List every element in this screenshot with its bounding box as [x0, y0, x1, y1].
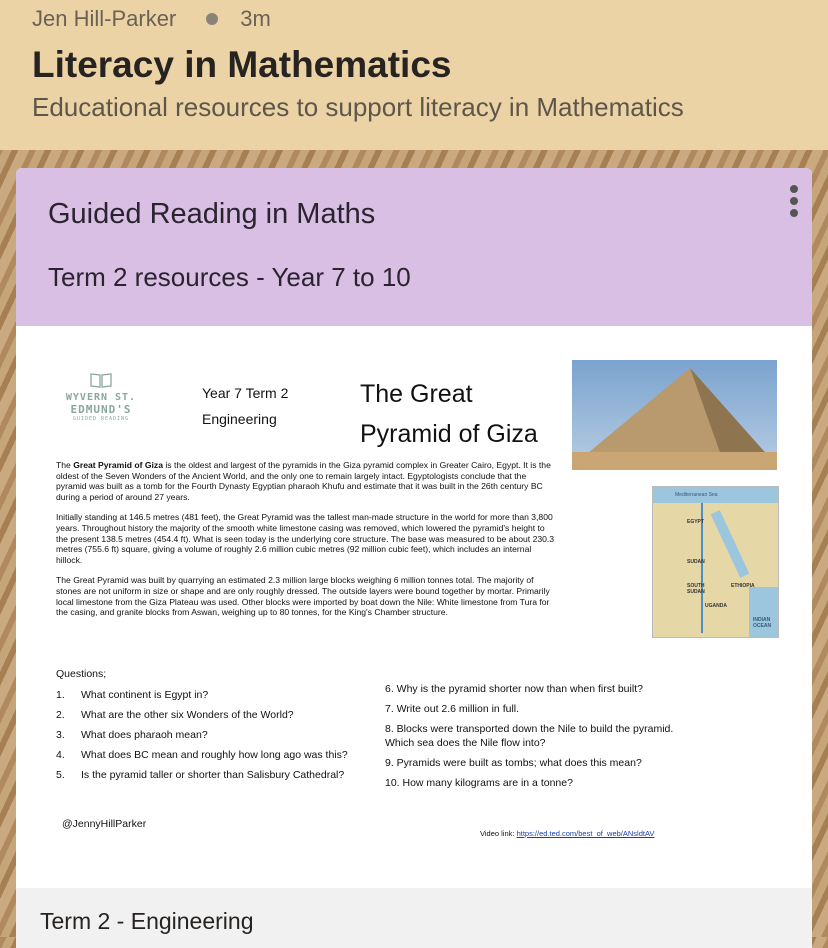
- resource-card[interactable]: [16, 168, 812, 948]
- question-item: 5. Is the pyramid taller or shorter than Salisbury Cathedral?: [56, 769, 345, 781]
- question-item: 6. Why is the pyramid shorter now than when first built?: [385, 683, 643, 695]
- video-label: Video link:: [480, 829, 517, 838]
- question-item: 9. Pyramids were built as tombs; what does this mean?: [385, 757, 642, 769]
- paragraph-1: The Great Pyramid of Giza is the oldest and largest of the pyramids in the Giza pyramid complex in Greater Cairo, Egypt. It is the oldest of the Seven Wonders of the Ancient World, and the only one to remain largely intact. Egyptologists conclude that the pyramid was built as a tomb for the Fourth Dynasty Egyptian pharaoh Khufu and estimate that it was built in the 26th century BC during a period of around 27 years.: [56, 460, 551, 502]
- year-term: Year 7 Term 2: [202, 385, 289, 401]
- post-header: [0, 0, 828, 150]
- post-time: 3m: [240, 6, 271, 31]
- page-title: Literacy in Mathematics: [32, 44, 452, 85]
- card-header: [16, 168, 812, 326]
- question-item: 7. Write out 2.6 million in full.: [385, 703, 520, 715]
- pyramid-photo: [572, 360, 777, 470]
- map-label-egypt: EGYPT: [687, 519, 704, 525]
- map-label-uganda: UGANDA: [705, 603, 727, 609]
- map-label-ethiopia: ETHIOPIA: [731, 583, 755, 589]
- map-label-sea: Mediterranean Sea: [675, 492, 718, 498]
- map-label-ocean: INDIAN OCEAN: [753, 617, 772, 629]
- school-logo: [64, 372, 138, 422]
- card-footer[interactable]: [16, 888, 812, 948]
- paragraph-2: Initially standing at 146.5 metres (481 feet), the Great Pyramid was the tallest man-made structure in the world for more than 3,800 years. Throughout history the majority of the smooth white limestone casing was removed, which lowered the pyramid's height to the present 138.5 metres (454.4 ft). What is seen today is the underlying core structure. The base was measured to be about 230.3 metres (755.6 ft) square, giving a volume of roughly 2.6 million cubic metres (92 million cubic feet), which includes an internal hillock.: [56, 512, 555, 565]
- post-meta: [32, 6, 271, 32]
- paragraph-3: The Great Pyramid was built by quarrying an estimated 2.3 million large blocks weighing 6 million tonnes total. The majority of stones are not uniform in size or shape and are only roughly dressed. The outside layers were bound together by mortar. Primarily local limestone from the Giza Plateau was used. Other blocks were imported by boat down the Nile: White limestone from Tura for the casing, and granite blocks from Aswan, weighing up to 80 tonnes, for the King's Chamber structure.: [56, 575, 550, 618]
- question-item: 1. What continent is Egypt in?: [56, 689, 209, 701]
- video-link[interactable]: https://ed.ted.com/best_of_web/ANsldtAV: [516, 829, 655, 838]
- questions-left: [56, 688, 356, 788]
- map-label-sudan: SUDAN: [687, 559, 705, 565]
- egypt-map: [652, 486, 779, 638]
- article-text: [56, 460, 556, 628]
- question-item: 4. What does BC mean and roughly how long ago was this?: [56, 749, 348, 761]
- questions-heading: Questions;: [56, 668, 107, 680]
- document-preview[interactable]: [16, 326, 812, 888]
- question-item: 2. What are the other six Wonders of the World?: [56, 709, 294, 721]
- question-item: 10. How many kilograms are in a tonne?: [385, 777, 573, 789]
- map-label-south-sudan: SOUTH SUDAN: [687, 583, 705, 595]
- card-title: Guided Reading in Maths: [48, 198, 376, 230]
- logo-line3: GUIDED READING: [72, 416, 130, 422]
- book-icon: [90, 372, 112, 388]
- author-handle: @JennyHillParker: [62, 818, 147, 830]
- logo-line2: EDMUND'S: [70, 403, 132, 416]
- video-link-line: [480, 829, 654, 838]
- logo-line1: WYVERN ST.: [65, 392, 137, 403]
- card-subtitle: Term 2 resources - Year 7 to 10: [48, 262, 411, 292]
- document-title: The Great Pyramid of Giza: [360, 380, 538, 448]
- footer-title: Term 2 - Engineering: [40, 908, 254, 934]
- more-vertical-icon[interactable]: [786, 182, 802, 218]
- question-item: 8. Blocks were transported down the Nile to build the pyramid. Which sea does the Nile flow into?: [385, 723, 674, 749]
- year-info: [202, 380, 288, 432]
- topic: Engineering: [202, 411, 277, 427]
- question-item: 3. What does pharaoh mean?: [56, 729, 208, 741]
- page-subtitle: Educational resources to support literacy in Mathematics: [32, 92, 684, 122]
- author-name[interactable]: Jen Hill-Parker: [32, 6, 177, 31]
- separator-dot: [206, 13, 218, 25]
- questions-right: [385, 682, 685, 796]
